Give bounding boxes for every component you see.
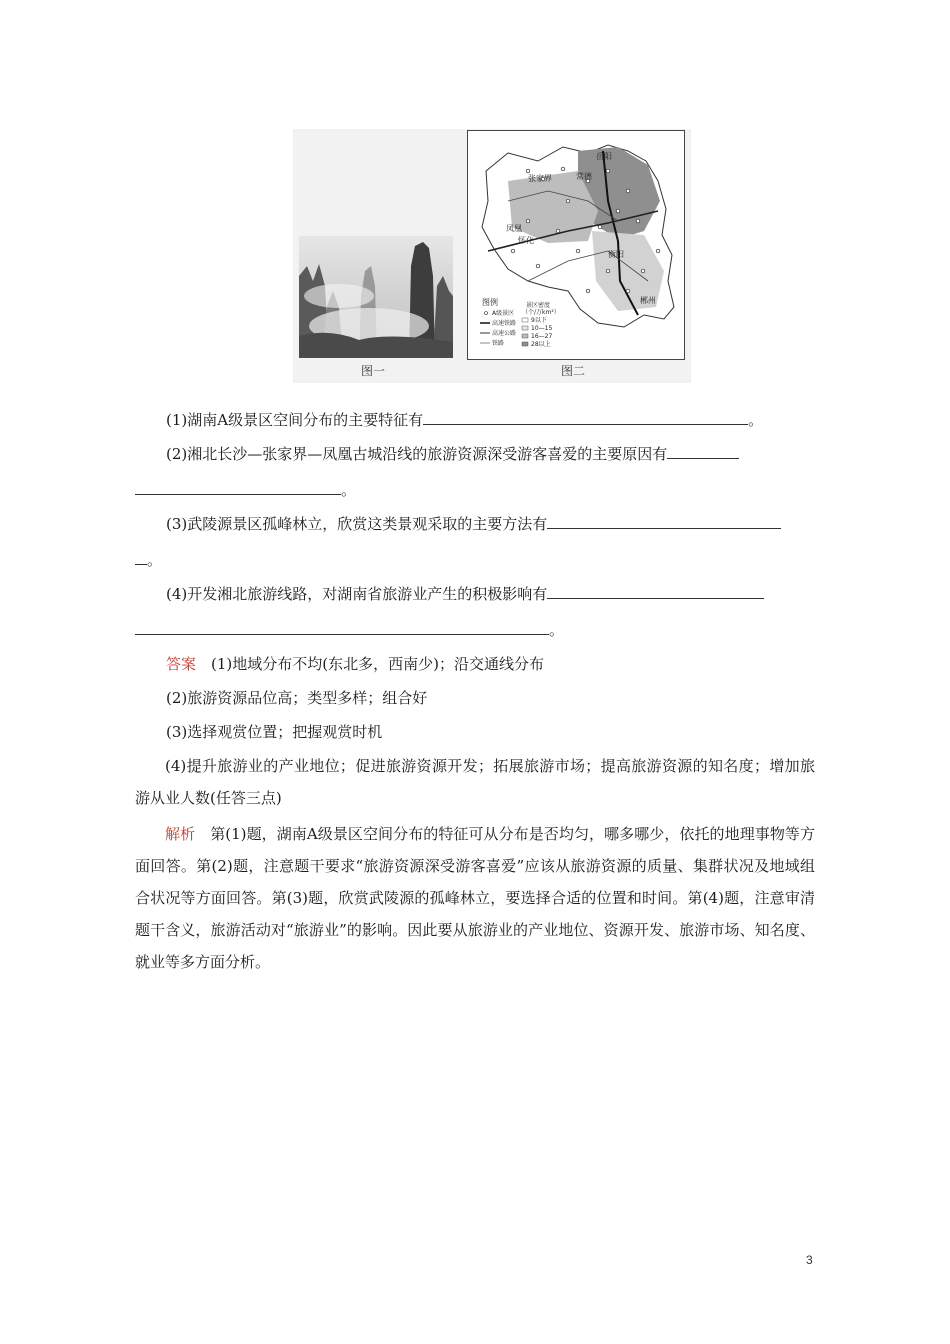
answer-line-3 [166,722,382,742]
figure-1-caption: 图一 [361,364,386,378]
density-class-2: 10—15 [531,325,553,332]
legend-hsr: 高速铁路 [492,320,517,327]
analysis-text: 第(1)题，湖南A级景区空间分布的特征可从分布是否均匀，哪多哪少，依托的地理事物等方面回答。第(2)题，注意题干要求“旅游资源深受游客喜爱”应该从旅游资源的质量、集群状况及地域组合状况等方面回答。第(3)题，欣赏武陵源的孤峰林立，要选择合适的位置和时间。第(4)题，注意审清题干含义，旅游活动对“旅游业”的影响。因此要从旅游业的产业地位、资源开发、旅游市场、知名度、就业等多方面分析。 [135,825,815,971]
legend-railway: 铁路 [492,340,505,347]
answer-line-4 [135,750,815,814]
map-legend [480,309,516,347]
answer-blank-4a [547,584,764,599]
question-2-end: 。 [341,481,357,499]
answer-blank-4b [135,620,549,635]
answer-line-2 [166,688,427,708]
legend-title: 图例 [482,298,498,307]
question-3-cont [135,550,162,570]
question-1-text: (1)湖南A级景区空间分布的主要特征有 [166,411,424,429]
city-zhangjiajie: 张家界 [528,174,552,183]
answer-blank-1 [423,410,748,425]
question-3-end: 。 [147,551,163,569]
city-chenzhou: 郴州 [640,296,656,305]
page-number: 3 [806,1253,813,1267]
answer-blank-2a [667,444,739,459]
question-1-end: 。 [748,411,764,429]
answer-line-1 [166,654,544,674]
density-class-1: 9以下 [531,317,547,324]
question-2-text: (2)湘北长沙—张家界—凤凰古城沿线的旅游资源深受游客喜爱的主要原因有 [166,445,668,463]
city-changde: 常德 [576,172,592,181]
answer-item-2: (2)旅游资源品位高；类型多样；组合好 [166,689,428,707]
city-fenghuang: 凤凰 [506,224,522,233]
density-legend [522,301,560,348]
question-3 [166,514,781,534]
legend-highway: 高速公路 [492,330,517,337]
answer-blank-2b [135,480,341,495]
question-2 [166,444,739,464]
city-yueyang: 岳阳 [596,152,612,161]
analysis-paragraph [135,818,815,978]
city-hengyang: 衡阳 [608,250,624,259]
question-3-text: (3)武陵源景区孤峰林立，欣赏这类景观采取的主要方法有 [166,515,548,533]
question-1 [166,410,763,430]
density-class-3: 16—27 [531,333,553,340]
legend-scenic: A级景区 [492,310,515,317]
hunan-scenic-map [467,130,685,360]
answer-item-4: (4)提升旅游业的产业地位；促进旅游资源开发；拓展旅游市场；提高旅游资源的知名度；增加旅游从业人数(任答三点) [135,757,815,807]
answer-label: 答案 [166,655,197,673]
question-4-text: (4)开发湘北旅游线路，对湖南省旅游业产生的积极影响有 [166,585,548,603]
answer-item-1: (1)地域分布不均(东北多，西南少)；沿交通线分布 [211,655,544,673]
karst-peaks-photo [299,236,453,358]
density-title: 景区密度 [526,302,551,309]
density-class-4: 28以上 [531,341,551,348]
answer-blank-3a [547,514,781,529]
question-4-cont [135,620,564,640]
figure-2-caption: 图二 [561,364,586,378]
answer-blank-3b [135,550,147,565]
answer-item-3: (3)选择观赏位置；把握观赏时机 [166,723,383,741]
city-huaihua: 怀化 [518,236,534,245]
figure-block [293,129,691,383]
analysis-label: 解析 [165,825,196,843]
question-2-cont [135,480,356,500]
density-unit: （个/万km²） [522,309,560,316]
question-4 [166,584,764,604]
question-4-end: 。 [549,621,565,639]
